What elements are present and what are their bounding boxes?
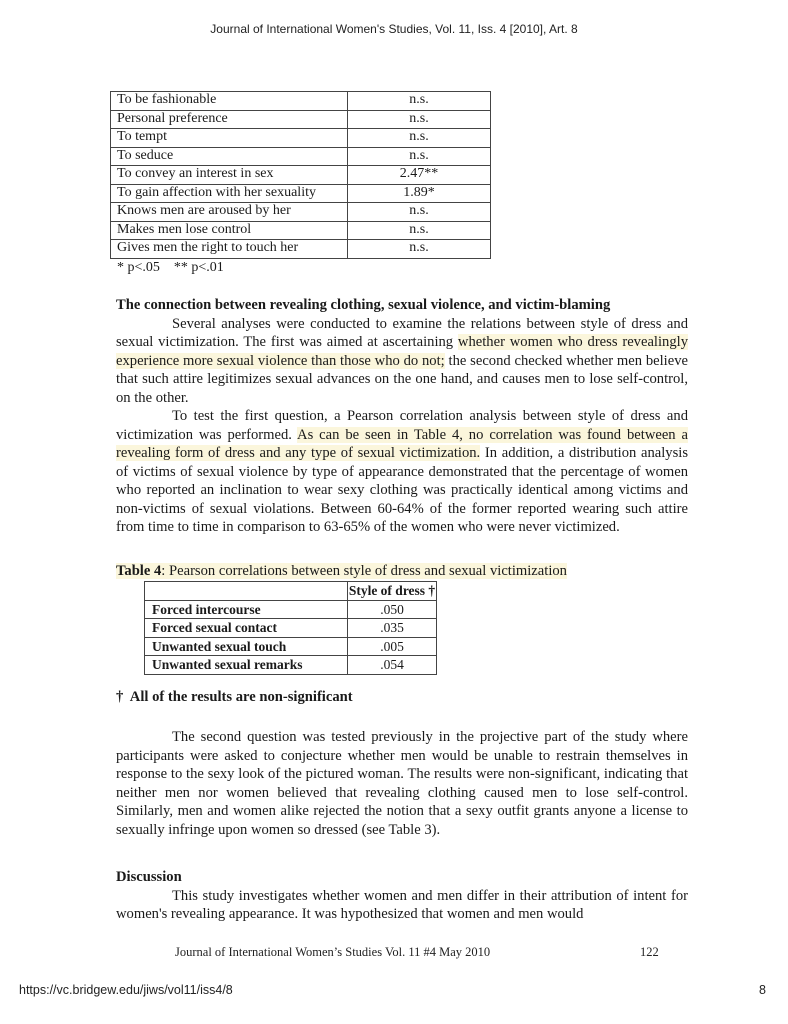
highlighted-text: whether women who dress revealingly experience more sexual violence than those who do not; [116,334,688,369]
text-span: Several analyses were conducted to examine the relations between style of dress and sexual victimization. The first was aimed at ascertaining [116,315,688,350]
row-label: To gain affection with her sexuality [111,184,348,203]
row-value: n.s. [348,221,491,240]
journal-footer: Journal of International Women’s Studies Vol. 11 #4 May 2010 [175,945,491,959]
row-value: n.s. [348,110,491,129]
table-row [111,221,491,240]
row-label: Forced intercourse [145,600,348,619]
row-value: 1.89* [348,184,491,203]
table-row [111,203,491,222]
section-heading: The connection between revealing clothing, sexual violence, and victim-blaming [116,297,611,313]
row-label: Forced sexual contact [145,619,348,638]
table4-caption [116,563,567,580]
highlighted-text: As can be seen in Table 4, no correlation was found between a revealing form of dress and any type of sexual victimization. [116,426,688,461]
paragraph [116,407,688,537]
paragraph: The second question was tested previously in the projective part of the study where participants were asked to conjecture whether men would be unable to restrain themselves in response to the sexy look of the pictured woman. The results were non-significant, indicating that neither men nor women believed that revealing clothing caused men to lose self-control. Similarly, men and women alike rejected the notion that a sexy outfit grants anyone a license to sexually infringe upon women so dressed (see Table 3). [116,729,688,838]
pdf-page-number: 8 [759,983,766,997]
table-row [145,619,437,638]
text-span: To test the first question, a Pearson correlation analysis between style of dress and victimization was performed. [116,408,688,443]
row-value: n.s. [348,129,491,148]
section-discussion [116,868,688,924]
row-label: Unwanted sexual touch [145,637,348,656]
table4-note: † All of the results are non-significant [116,689,353,705]
row-label: To seduce [111,147,348,166]
row-value: .050 [348,600,437,619]
table-row [111,184,491,203]
row-label: Gives men the right to touch her [111,240,348,259]
section-revealing-clothing [116,296,688,537]
table4-caption-highlight [116,563,567,579]
section-second-question [116,728,688,839]
discussion-heading: Discussion [116,869,182,885]
table-row [145,637,437,656]
table-row [111,129,491,148]
table-row [111,92,491,111]
paragraph [116,315,688,408]
row-value: .054 [348,656,437,675]
row-value: .005 [348,637,437,656]
table4-caption-text: : Pearson correlations between style of dress and sexual victimization [161,563,567,579]
row-value: 2.47** [348,166,491,185]
table-row [111,166,491,185]
table-row [145,600,437,619]
row-label: To convey an interest in sex [111,166,348,185]
running-head: Journal of International Women's Studies, Vol. 11, Iss. 4 [2010], Art. 8 [210,22,578,36]
journal-page-number: 122 [640,945,659,959]
paragraph: This study investigates whether women and men differ in their attribution of intent for women's revealing appearance. It was hypothesized that women and men would [116,887,688,922]
row-value: n.s. [348,203,491,222]
row-label: Personal preference [111,110,348,129]
row-value: .035 [348,619,437,638]
column-header: Style of dress † [348,583,436,599]
table3-significance-note: * p<.05 ** p<.01 [117,260,224,275]
row-value: n.s. [348,147,491,166]
table4-label: Table 4 [116,563,162,579]
row-label: To be fashionable [111,92,348,111]
row-label: Knows men are aroused by her [111,203,348,222]
table-header-row [145,582,437,601]
row-value: n.s. [348,240,491,259]
row-value: n.s. [348,92,491,111]
row-label: Makes men lose control [111,221,348,240]
source-url[interactable]: https://vc.bridgew.edu/jiws/vol11/iss4/8 [19,983,233,997]
table-row [111,240,491,259]
row-label: Unwanted sexual remarks [145,656,348,675]
text-span: In addition, a distribution analysis of victims of sexual violence by type of appearance demonstrated that the percentage of women who reported an inclination to wear sexy clothing was practically identical among victims and non-victims of sexual violations. Between 60-64% of the former reported wearing such attire from time to time in comparison to 63-65% of the women who were never victimized. [116,445,688,535]
table-row [111,147,491,166]
table-row [111,110,491,129]
text-span: the second checked whether men believe that such attire legitimizes sexual advances on the one hand, and causes men to lose self-control, on the other. [116,352,688,406]
table4 [144,581,437,675]
table3-continued [110,91,491,259]
empty-header-cell [145,582,348,601]
table-row [145,656,437,675]
row-label: To tempt [111,129,348,148]
